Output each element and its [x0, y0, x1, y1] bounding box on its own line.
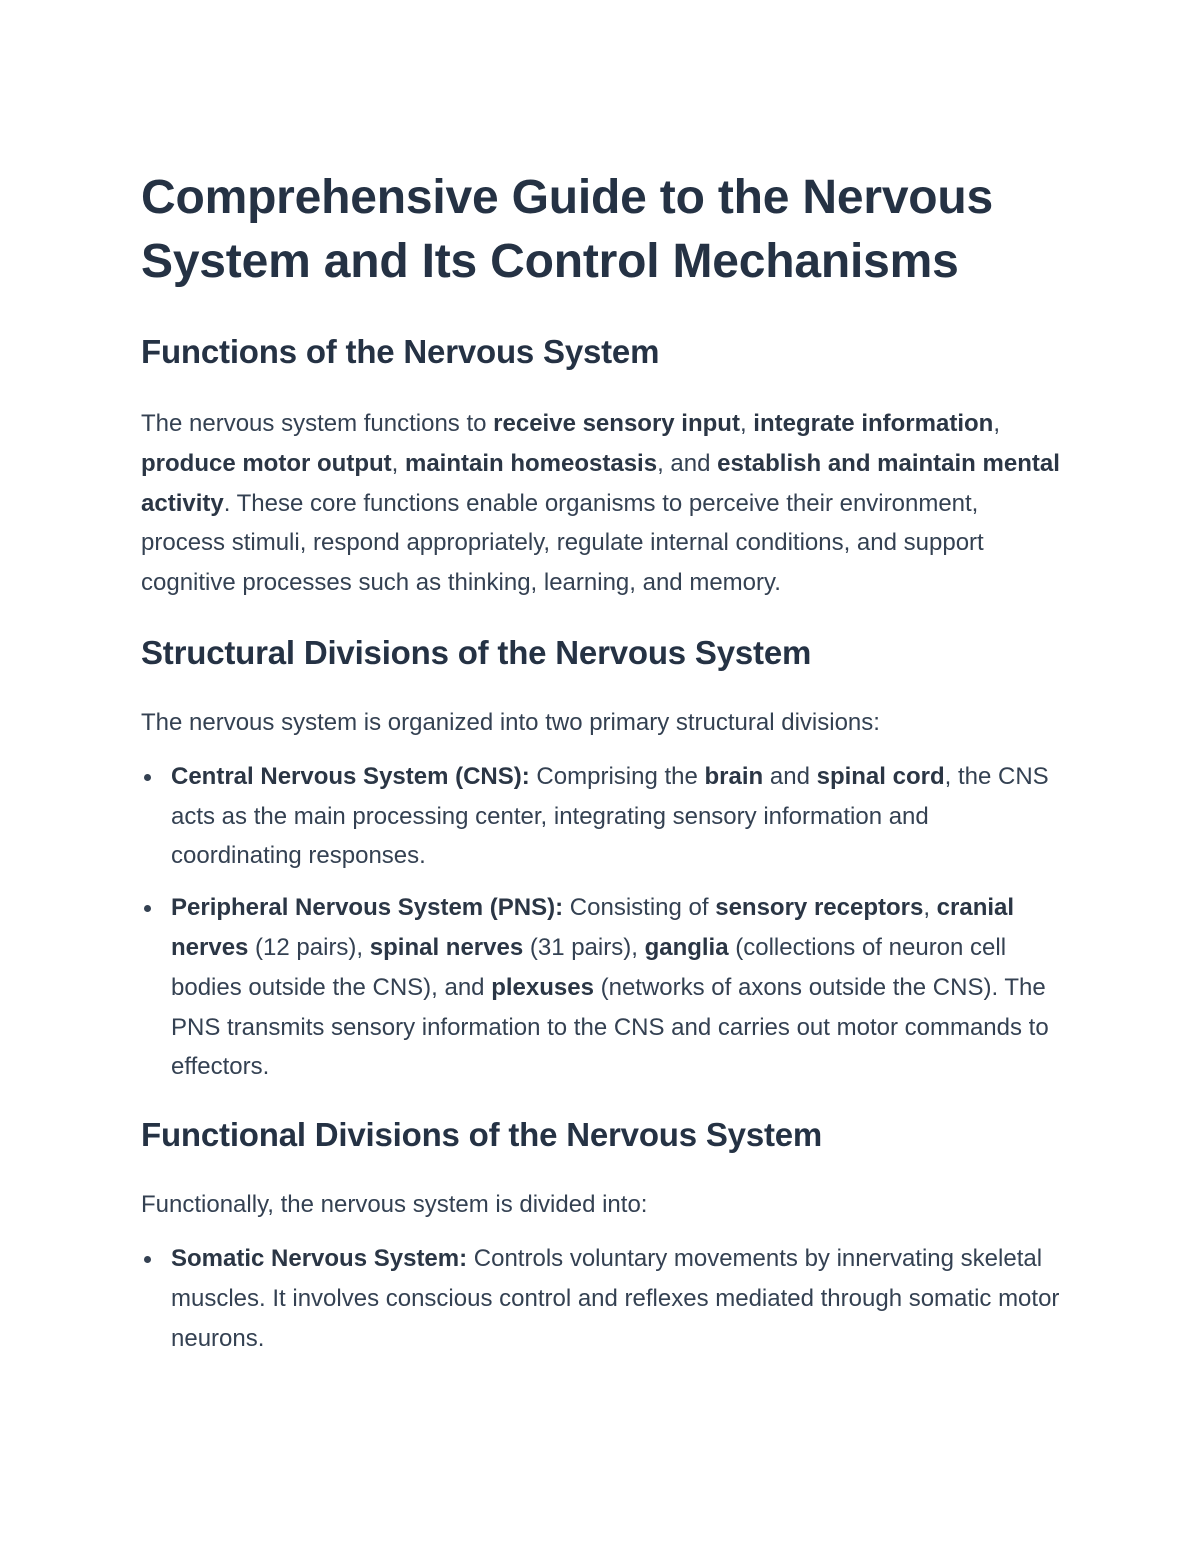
list-item-cns: Central Nervous System (CNS): Comprising the brain and spinal cord, the CNS acts as the main processing center, integrating sensory information and coordinating responses. — [171, 757, 1060, 876]
section-heading-structural-divisions: Structural Divisions of the Nervous System — [141, 633, 812, 671]
list-item-somatic: Somatic Nervous System: Controls voluntary movements by innervating skeletal muscles. It involves conscious control and reflexes mediated through somatic motor neurons. — [171, 1239, 1060, 1358]
section-heading-functions: Functions of the Nervous System — [141, 333, 660, 370]
page-title: Comprehensive Guide to the Nervous System and Its Control Mechanisms — [141, 171, 994, 288]
structural-intro: The nervous system is organized into two primary structural divisions: — [141, 708, 880, 736]
list-item-pns: Peripheral Nervous System (PNS): Consisting of sensory receptors, cranial nerves (12 pairs), spinal nerves (31 pairs), ganglia (collections of neuron cell bodies outside the CNS), and plexuses (networks of axons outside the CNS). The PNS transmits sensory information to the CNS and carries out motor commands to effectors. — [171, 888, 1060, 1087]
functional-divisions-list — [141, 1239, 1060, 1358]
functions-paragraph: The nervous system functions to receive sensory input, integrate information, produce motor output, maintain homeostasis, and establish and maintain mental activity. These core functions enable organisms to perceive their environment, process stimuli, respond appropriately, regulate internal conditions, and support cognitive processes such as thinking, learning, and memory. — [141, 410, 1060, 597]
section-heading-functional-divisions: Functional Divisions of the Nervous System — [141, 1116, 823, 1154]
functional-intro: Functionally, the nervous system is divided into: — [141, 1191, 648, 1219]
structural-divisions-list — [141, 757, 1060, 1087]
